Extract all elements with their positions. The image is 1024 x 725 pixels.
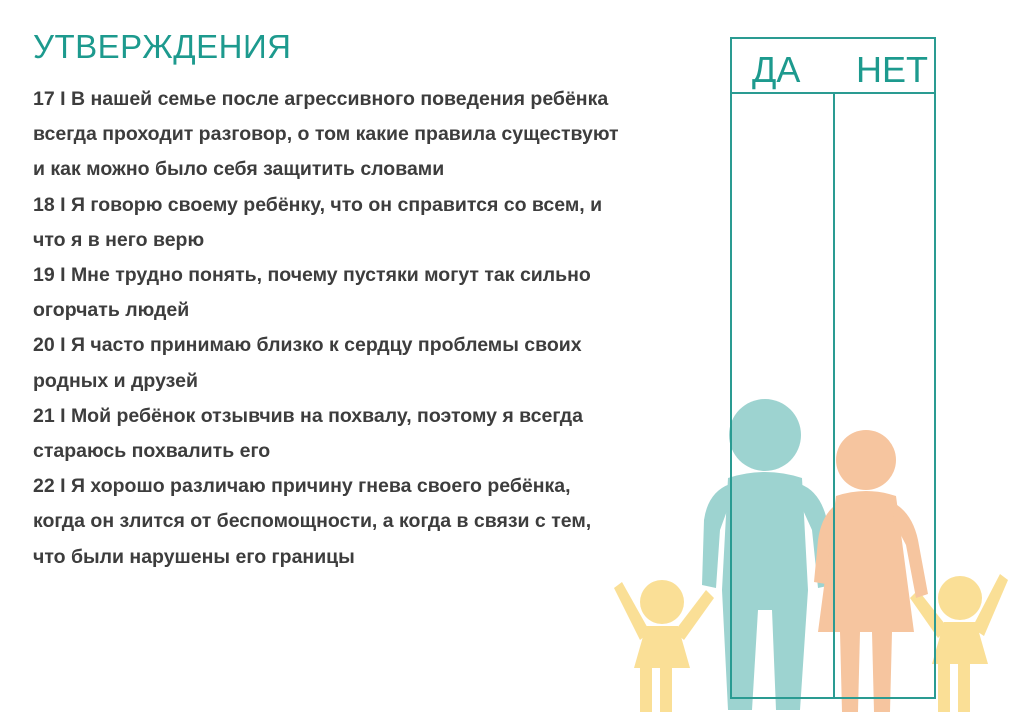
- statement-item: 22 I Я хорошо различаю причину гнева своего ребёнка, когда он злится от беспомощности, а когда в связи с тем, что были нарушены его границы: [33, 475, 592, 568]
- statement-item: 18 I Я говорю своему ребёнку, что он справится со всем, и что я в него верю: [33, 193, 603, 251]
- statements-list: [33, 82, 623, 575]
- child-left-figure: [614, 580, 714, 712]
- column-divider: [833, 92, 835, 697]
- statement-item: 17 I В нашей семье после агрессивного поведения ребёнка всегда проходит разговор, о том какие правила существуют и как можно было себя защитить словами: [33, 88, 619, 181]
- statement-item: 19 I Мне трудно понять, почему пустяки могут так сильно огорчать людей: [33, 264, 591, 322]
- page-title: УТВЕРЖДЕНИЯ: [33, 28, 292, 65]
- column-header-no: НЕТ: [856, 49, 928, 90]
- statement-item: 21 I Мой ребёнок отзывчив на похвалу, поэтому я всегда стараюсь похвалить его: [33, 404, 583, 463]
- statement-item: 20 I Я часто принимаю близко к сердцу проблемы своих родных и друзей: [33, 334, 582, 392]
- answer-table: [730, 37, 936, 699]
- column-header-yes: ДА: [752, 49, 801, 90]
